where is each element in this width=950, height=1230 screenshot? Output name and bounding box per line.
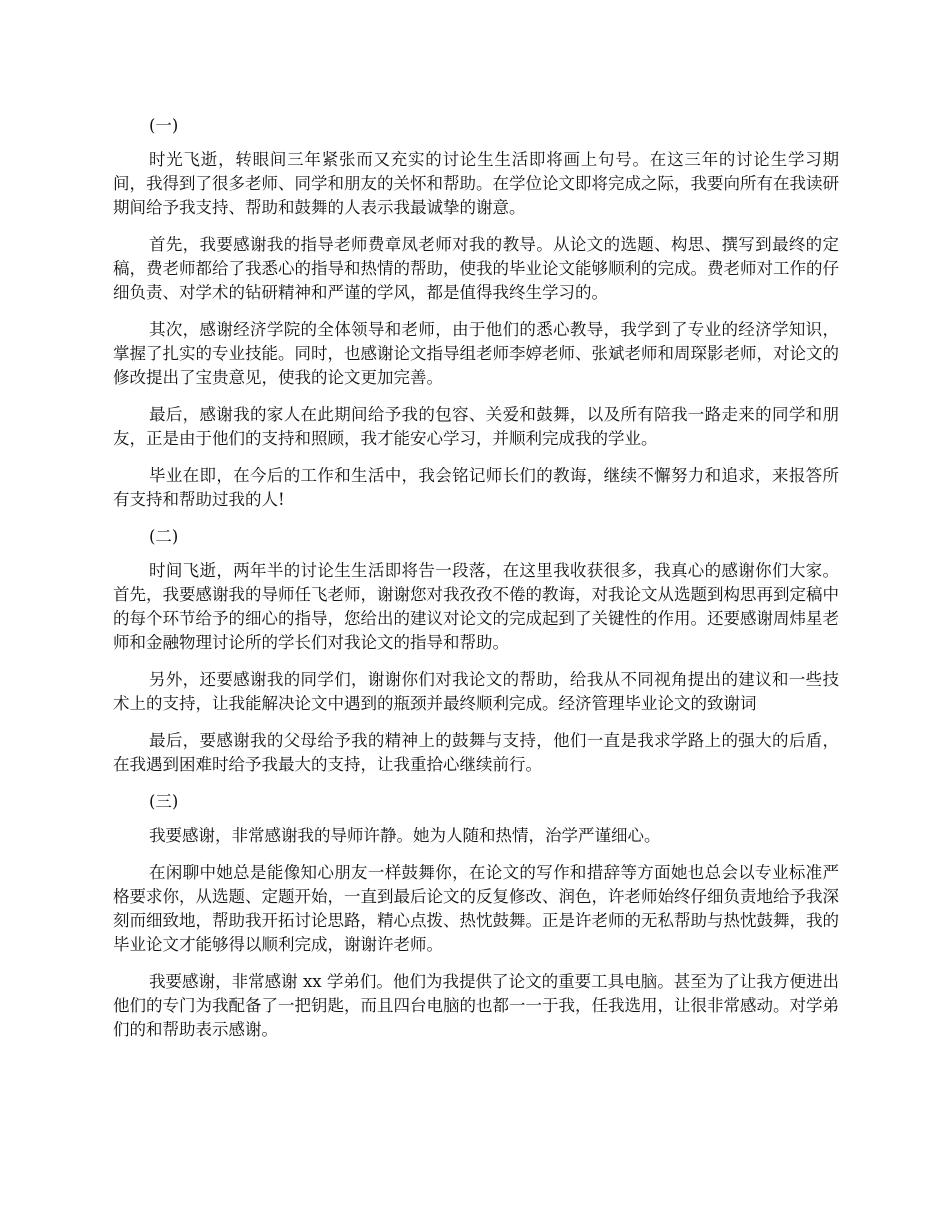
paragraph: 毕业在即，在今后的工作和生活中，我会铭记师长们的教诲，继续不懈努力和追求，来报答所有支持和帮助过我的人! xyxy=(113,466,839,509)
paragraph: 其次，感谢经济学院的全体领导和老师，由于他们的悉心教导，我学到了专业的经济学知识，掌握了扎实的专业技能。同时，也感谢论文指导组老师李婷老师、张斌老师和周琛影老师，对论文的修改提出了宝贵意见，使我的论文更加完善。 xyxy=(113,320,839,387)
paragraph: 最后，要感谢我的父母给予我的精神上的鼓舞与支持，他们一直是我求学路上的强大的后盾，在我遇到困难时给予我最大的支持，让我重拾心继续前行。 xyxy=(113,731,839,774)
paragraph: 我要感谢，非常感谢我的导师许静。她为人随和热情，治学严谨细心。 xyxy=(149,826,661,845)
section-heading-1: (一) xyxy=(149,116,179,135)
paragraph: 另外，还要感谢我的同学们，谢谢你们对我论文的帮助，给我从不同视角提出的建议和一些技术上的支持，让我能解决论文中遇到的瓶颈并最终顺利完成。经济管理毕业论文的致谢词 xyxy=(113,670,839,713)
paragraph: 在闲聊中她总是能像知心朋友一样鼓舞你，在论文的写作和措辞等方面她也总会以专业标准严格要求你，从选题、定题开始，一直到最后论文的反复修改、润色，许老师始终仔细负责地给予我深刻而细致地，帮助我开拓讨论思路，精心点拨、热忱鼓舞。正是许老师的无私帮助与热忱鼓舞，我的毕业论文才能够得以顺利完成，谢谢许老师。 xyxy=(113,863,839,954)
paragraph: 时光飞逝，转眼间三年紧张而又充实的讨论生生活即将画上句号。在这三年的讨论生学习期间，我得到了很多老师、同学和朋友的关怀和帮助。在学位论文即将完成之际，我要向所有在我读研期间给予我支持、帮助和鼓舞的人表示我最诚挚的谢意。 xyxy=(113,150,839,217)
section-heading-2: (二) xyxy=(149,527,179,546)
paragraph: 我要感谢，非常感谢 xx 学弟们。他们为我提供了论文的重要工具电脑。甚至为了让我方便进出他们的专门为我配备了一把钥匙，而且四台电脑的也都一一于我，任我选用，让很非常感动。对学弟们的和帮助表示感谢。 xyxy=(113,972,839,1039)
document-page xyxy=(113,114,839,1055)
paragraph: 首先，我要感谢我的指导老师费章凤老师对我的教导。从论文的选题、构思、撰写到最终的定稿，费老师都给了我悉心的指导和热情的帮助，使我的毕业论文能够顺利的完成。费老师对工作的仔细负责、对学术的钻研精神和严谨的学风，都是值得我终生学习的。 xyxy=(113,235,839,302)
paragraph: 时间飞逝，两年半的讨论生生活即将告一段落，在这里我收获很多，我真心的感谢你们大家。首先，我要感谢我的导师任飞老师，谢谢您对我孜孜不倦的教诲，对我论文从选题到构思再到定稿中的每个环节给予的细心的指导，您给出的建议对论文的完成起到了关键性的作用。还要感谢周炜星老师和金融物理讨论所的学长们对我论文的指导和帮助。 xyxy=(113,561,839,652)
paragraph: 最后，感谢我的家人在此期间给予我的包容、关爱和鼓舞，以及所有陪我一路走来的同学和朋友，正是由于他们的支持和照顾，我才能安心学习，并顺利完成我的学业。 xyxy=(113,405,839,448)
section-heading-3: (三) xyxy=(149,792,179,811)
